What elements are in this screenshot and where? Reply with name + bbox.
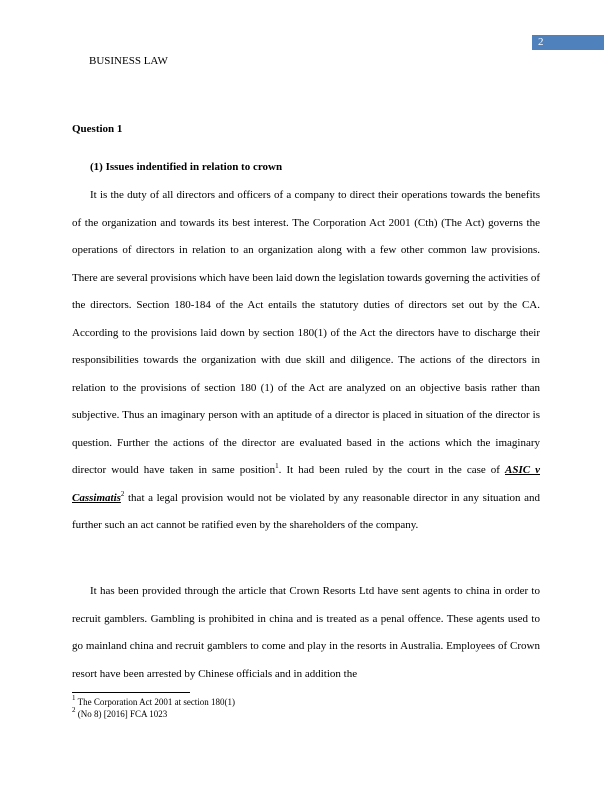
footnote-1 bbox=[72, 696, 235, 708]
footnote-text-2: (No 8) [2016] FCA 1023 bbox=[75, 709, 168, 719]
footnote-ref-1[interactable]: 1 bbox=[275, 462, 279, 470]
footnote-separator bbox=[72, 692, 190, 693]
footnote-mark-2: 2 bbox=[72, 706, 76, 714]
paragraph-1-text: It is the duty of all directors and officers of a company to direct their operations towards the benefits of the organization and towards its best interest. The Corporation Act 2001 (Cth) (The Act) governs the operations of directors in relation to an organization along with a few other common law provisions. There are several provisions which have been laid down the legislation towards governing the activities of the directors. Section 180-184 of the Act entails the statutory duties of directors set out by the CA. According to the provisions laid down by section 180(1) of the Act the directors have to discharge their responsibilities towards the organization with due skill and diligence. The actions of the directors in relation to the provisions of section 180 (1) of the Act are analyzed on an objective basis rather than subjective. Thus an imaginary person with an aptitude of a director is placed in situation of the director is question. Further the actions of the director are evaluated based in the actions which the imaginary director would have taken in same position bbox=[72, 189, 540, 476]
footnote-text-1: The Corporation Act 2001 at section 180(1) bbox=[75, 697, 236, 707]
paragraph-1 bbox=[72, 182, 540, 540]
footnote-mark-1: 1 bbox=[72, 694, 76, 702]
sub-heading: (1) Issues indentified in relation to crown bbox=[90, 161, 283, 173]
paragraph-1-text-continued: . It had been ruled by the court in the case of bbox=[278, 464, 505, 476]
footnote-2 bbox=[72, 708, 235, 720]
paragraph-1-text-end: that a legal provision would not be violated by any reasonable director in any situation and further such an act cannot be ratified even by the shareholders of the company. bbox=[72, 491, 540, 531]
paragraph-2: It has been provided through the article that Crown Resorts Ltd have sent agents to china in order to recruit gamblers. Gambling is prohibited in china and is treated as a penal offence. These agents used to go mainland china and recruit gamblers to come and play in the resorts in Australia. Employees of Crown resort have been arrested by Chinese officials and in addition the bbox=[72, 585, 540, 680]
footnotes bbox=[72, 696, 235, 720]
page-number: 2 bbox=[532, 35, 604, 50]
footnote-ref-2[interactable]: 2 bbox=[120, 489, 125, 498]
case-citation: ASIC v Cassimatis bbox=[72, 464, 540, 504]
running-head: BUSINESS LAW bbox=[89, 55, 168, 67]
question-heading: Question 1 bbox=[72, 123, 123, 135]
